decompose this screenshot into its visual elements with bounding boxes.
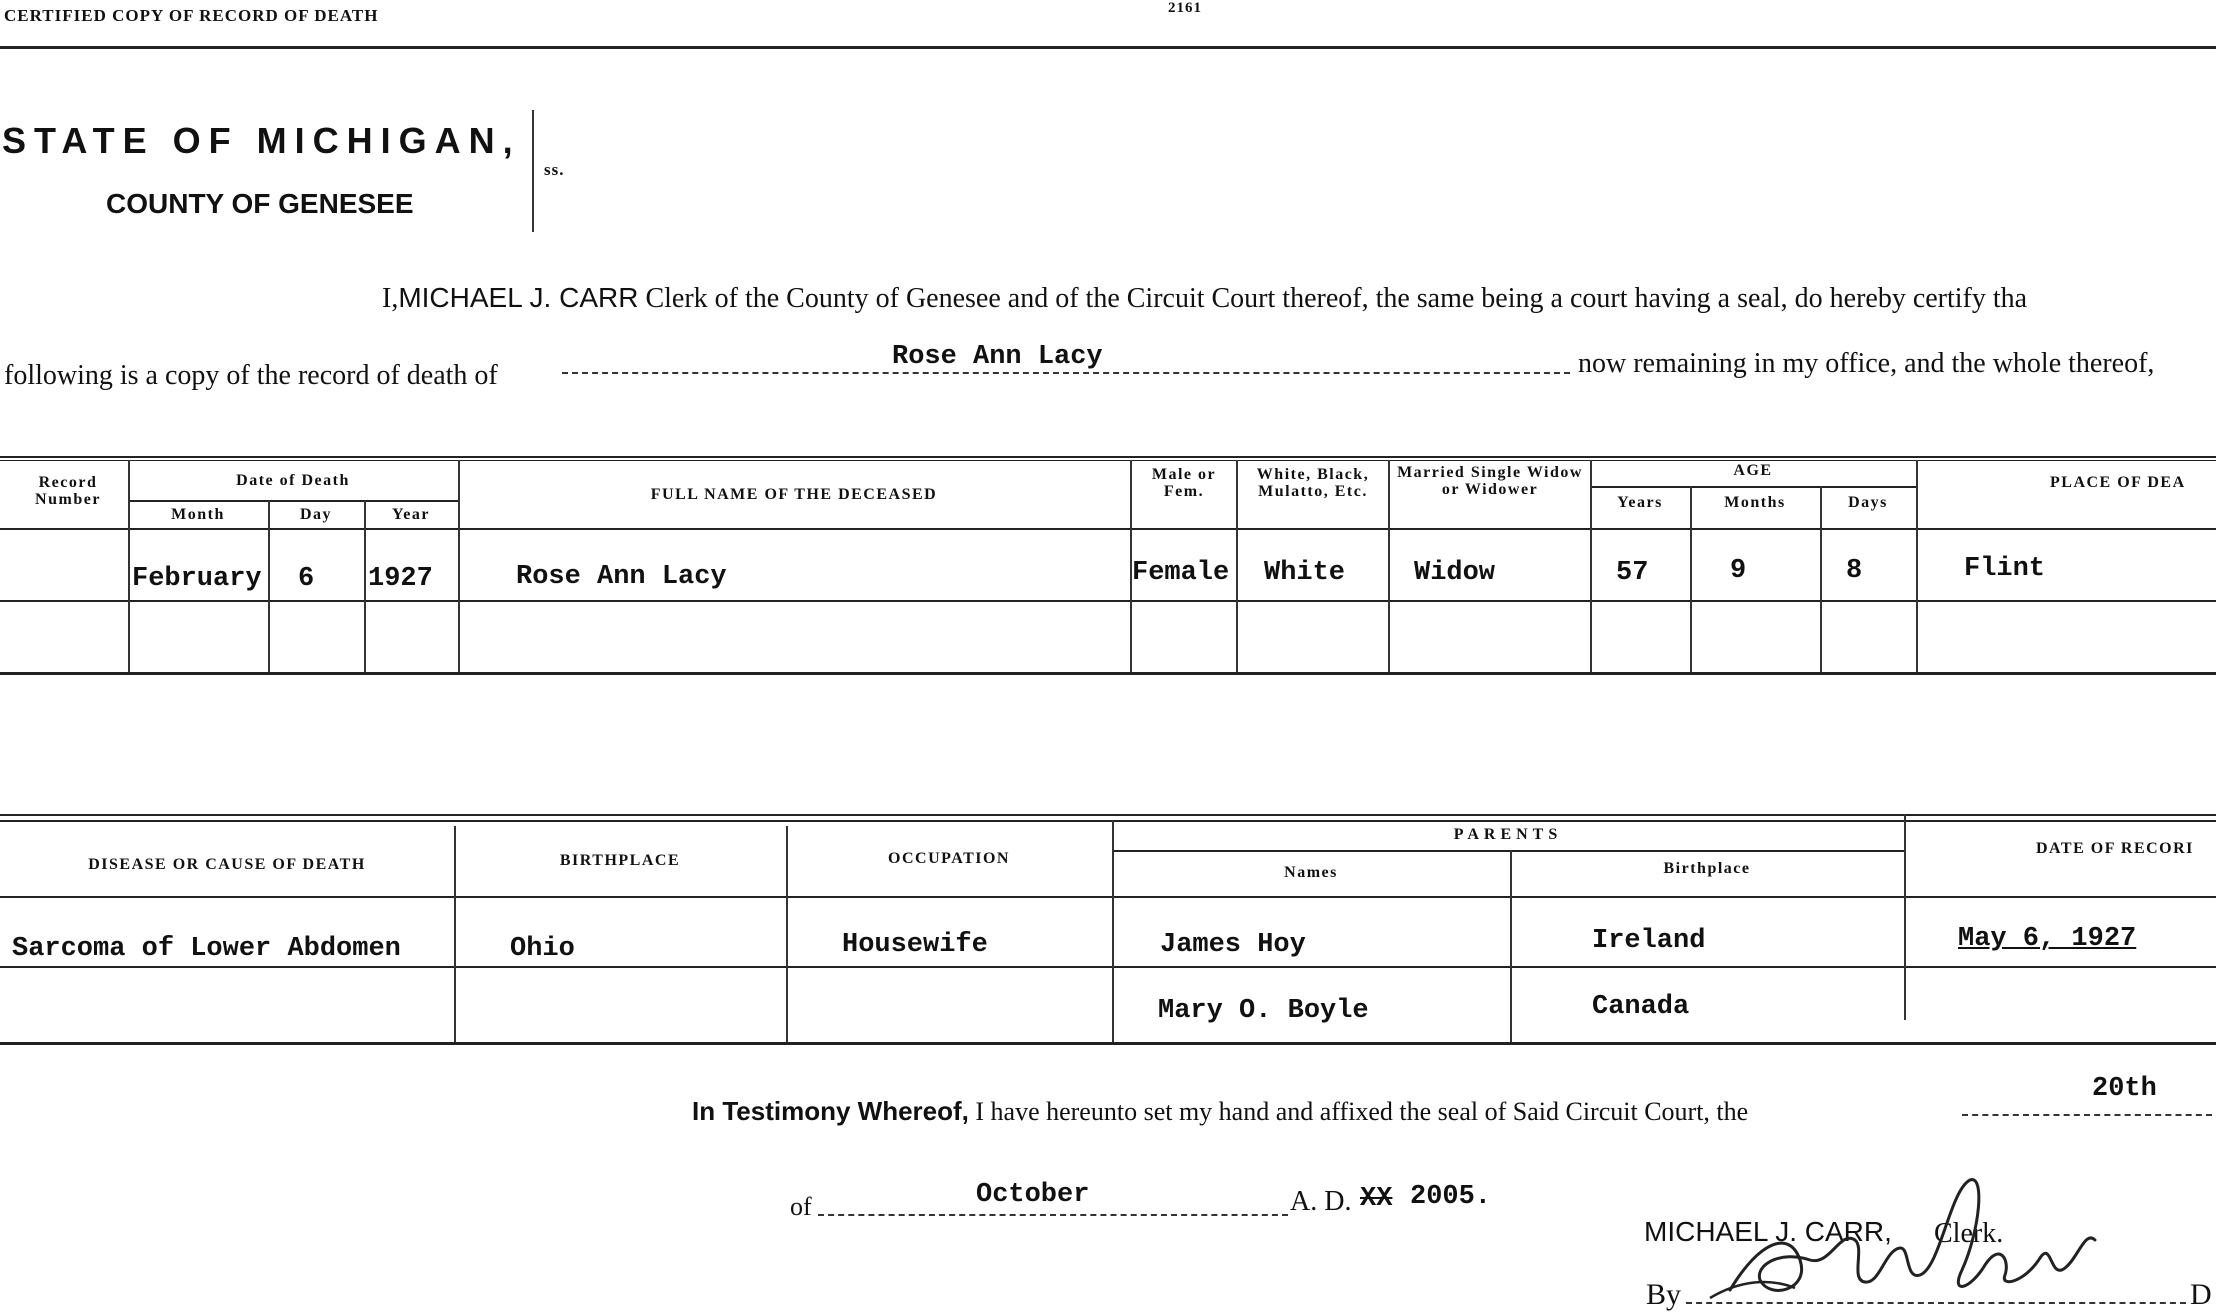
table2-header-rule [0,896,2216,898]
county-heading: COUNTY OF GENESEE [106,188,414,219]
testimony-month-line [818,1214,1288,1216]
document-title: CERTIFIED COPY OF RECORD OF DEATH [4,6,379,25]
handwritten-signature-icon [1700,1170,2120,1312]
race-value: White [1264,558,1346,588]
header-birthplace: BIRTHPLACE [559,852,681,869]
col-line [1112,820,1114,1042]
header-parent-birthplace: Birthplace [1663,860,1751,877]
age-days-value: 8 [1846,556,1863,586]
father-name-value: James Hoy [1160,930,1306,960]
header-days: Days [1848,494,1888,511]
venue-bracket [532,110,534,232]
prefix-i: I, [382,283,399,314]
sex-value: Female [1132,558,1230,588]
header-occupation: OCCUPATION [888,850,1010,867]
testimony-line [692,1096,1748,1127]
col-line [1690,486,1692,672]
testimony-text: I have hereunto set my hand and affixed the seal of Said Circuit Court, the [975,1097,1749,1126]
header-marital: Married Single Widow or Widower [1397,464,1583,498]
header-cause: DISEASE OR CAUSE OF DEATH [88,856,366,873]
ad-label: A. D. [1290,1186,1352,1217]
col-line [1590,460,1592,672]
cause-value: Sarcoma of Lower Abdomen [12,934,401,964]
mother-name-value: Mary O. Boyle [1158,996,1369,1026]
day-value: 6 [298,564,315,594]
ss-label: ss. [544,160,565,179]
table1-top-rule [0,456,2216,458]
by-label: By [1646,1278,1682,1311]
date-recorded-value: May 6, 1927 [1958,924,2137,954]
parents-subheader-rule [1112,850,1904,852]
header-years: Years [1617,494,1663,511]
header-months: Months [1724,494,1786,511]
deceased-name-value: Rose Ann Lacy [892,342,1103,372]
father-birthplace-value: Ireland [1592,926,1706,956]
table2-top-rule [0,814,2216,816]
date-subheader-rule [128,500,458,502]
age-months-value: 9 [1730,556,1747,586]
table1-row-rule [0,600,2216,602]
header-full-name: FULL NAME OF THE DECEASED [650,486,938,503]
header-month: Month [171,506,225,523]
certification-text: Clerk of the County of Genesee and of the Circuit Court thereof, the same being a court having a seal, do hereby certify tha [645,283,2028,314]
testimony-month-value: October [976,1180,1090,1210]
deputy-suffix: D [2190,1278,2212,1311]
table2-bottom-rule [0,1042,2216,1045]
table1-bottom-rule [0,672,2216,675]
col-line [364,500,366,672]
col-line [1510,850,1512,1042]
header-age: AGE [1733,462,1773,479]
col-line [1820,486,1822,672]
place-value: Flint [1964,554,2046,584]
age-subheader-rule [1590,486,1916,488]
header-race: White, Black, Mulatto, Etc. [1256,466,1370,500]
state-heading: STATE OF MICHIGAN, [2,120,521,161]
col-line [268,500,270,672]
col-line [128,460,130,672]
occupation-value: Housewife [842,930,988,960]
header-date-recorded: DATE OF RECORI [2036,840,2194,857]
full-name-value: Rose Ann Lacy [516,562,727,592]
mother-birthplace-value: Canada [1592,992,1690,1022]
marital-value: Widow [1414,558,1496,588]
deceased-name-line [562,372,1570,374]
clerk-name: MICHAEL J. CARR [398,282,639,313]
header-date-of-death: Date of Death [236,472,350,489]
table2-top-rule-2 [0,820,2216,822]
signing-clerk-title: Clerk. [1934,1218,2004,1249]
table1-header-rule [0,528,2216,530]
age-years-value: 57 [1616,558,1649,588]
header-sex: Male or Fem. [1151,466,1217,500]
header-year: Year [392,506,430,523]
header-parents: PARENTS [1453,826,1563,843]
testimony-lead: In Testimony Whereof, [692,1096,969,1126]
header-day: Day [299,506,333,523]
header-place-of-death: PLACE OF DEA [2050,474,2186,491]
table2-row-rule [0,966,2216,968]
testimony-day-value: 20th [2092,1074,2157,1104]
col-line [1916,460,1918,672]
header-record-number: Record Number [35,474,101,508]
header-rule [0,46,2216,49]
signing-clerk-name: MICHAEL J. CARR, [1644,1216,1892,1247]
year-value: 1927 [368,564,433,594]
struck-century: XX [1360,1184,1393,1214]
of-label: of [790,1192,812,1221]
birthplace-value: Ohio [510,934,575,964]
record-page-number: 2161 [1168,0,1202,16]
certification-line-2-end: now remaining in my office, and the whole thereof, [1578,348,2155,379]
month-value: February [132,564,262,594]
certification-line-2-start: following is a copy of the record of death of [4,360,498,391]
col-line [1904,814,1906,1020]
table1-top-rule-2 [0,460,2216,461]
header-parent-names: Names [1284,864,1338,881]
certification-line-1 [382,282,2027,315]
testimony-day-line [1962,1114,2212,1116]
testimony-year-value: 2005. [1410,1182,1492,1212]
